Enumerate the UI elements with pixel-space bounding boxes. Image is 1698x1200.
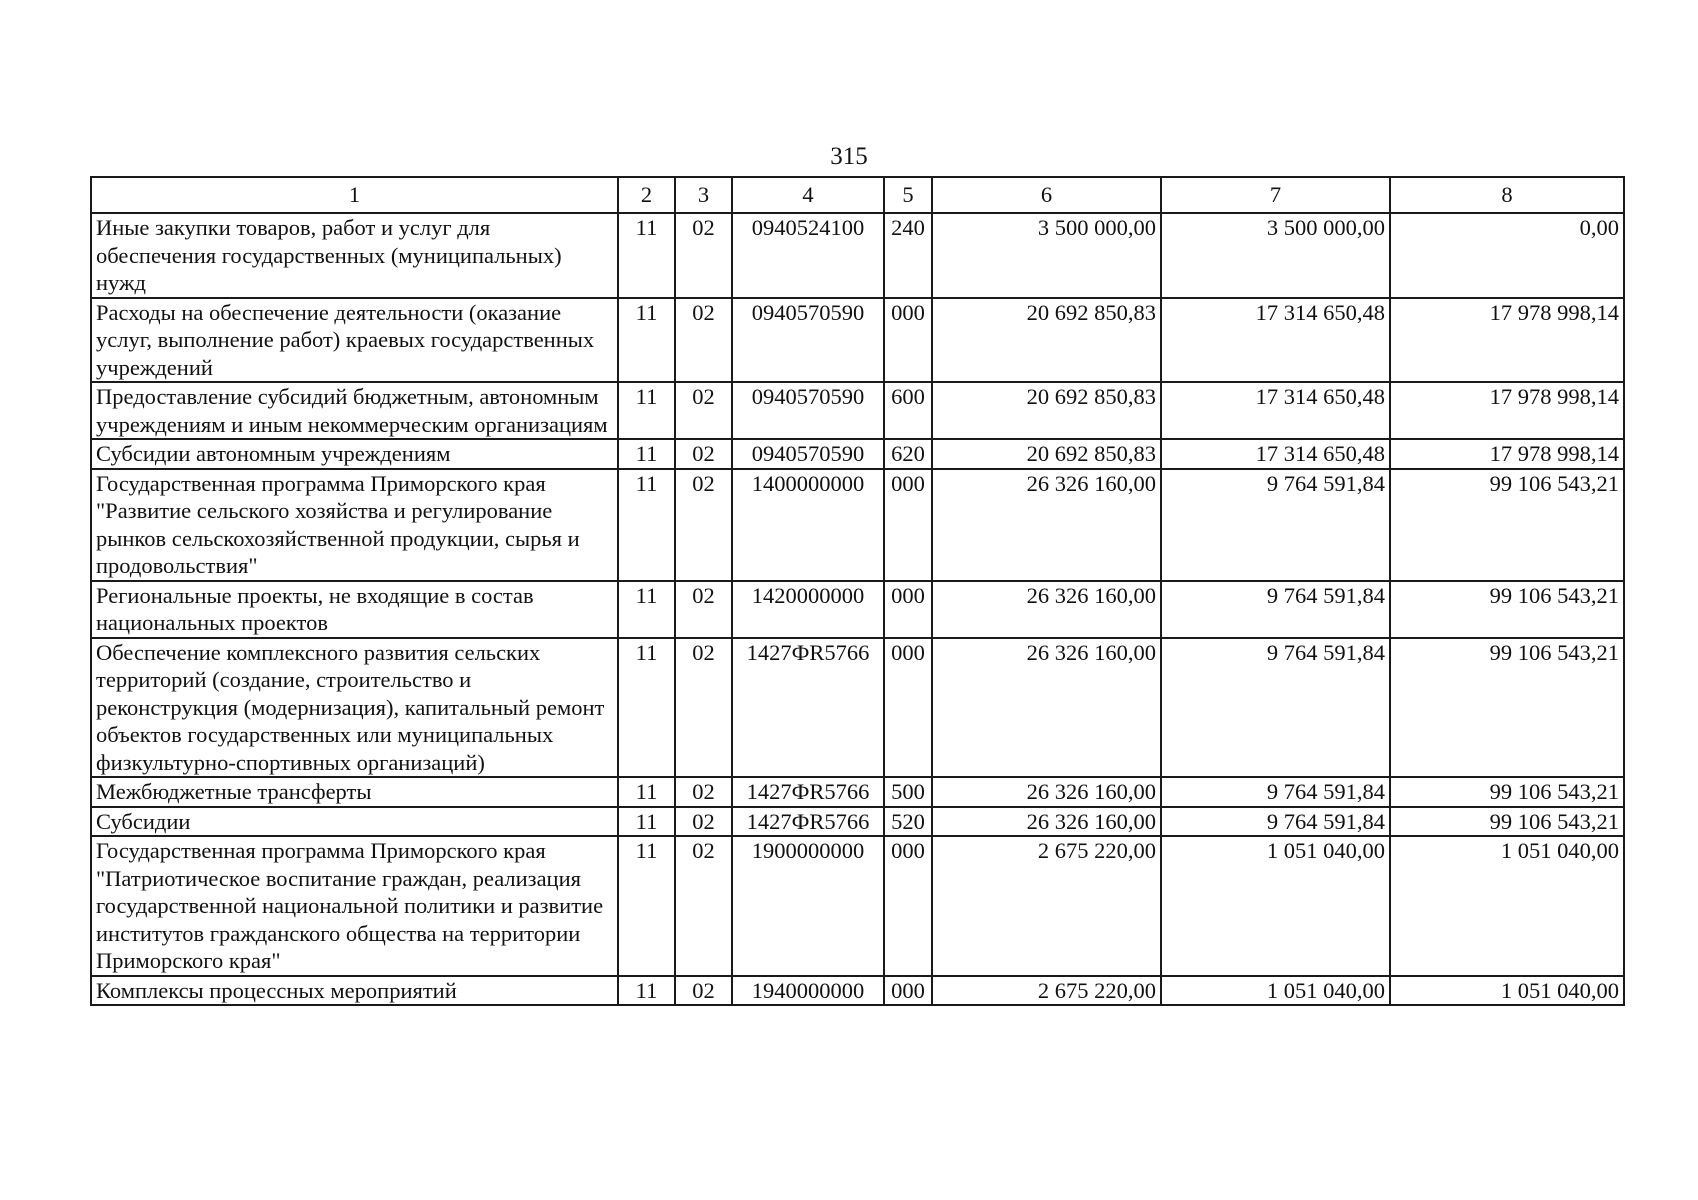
row-subsection: 02 xyxy=(675,439,732,469)
header-row xyxy=(91,177,1624,213)
row-section: 11 xyxy=(618,213,675,298)
row-amount-6: 26 326 160,00 xyxy=(932,638,1161,778)
row-amount-7: 1 051 040,00 xyxy=(1161,836,1390,976)
row-section: 11 xyxy=(618,807,675,837)
row-amount-7: 9 764 591,84 xyxy=(1161,638,1390,778)
row-amount-7: 17 314 650,48 xyxy=(1161,439,1390,469)
table-body xyxy=(91,213,1624,1005)
row-amount-6: 26 326 160,00 xyxy=(932,777,1161,807)
row-expense-type: 000 xyxy=(884,836,932,976)
row-subsection: 02 xyxy=(675,807,732,837)
row-target-article: 1427ФR5766 xyxy=(732,807,884,837)
row-subsection: 02 xyxy=(675,213,732,298)
row-name: Комплексы процессных мероприятий xyxy=(91,976,618,1006)
row-target-article: 1420000000 xyxy=(732,581,884,638)
row-section: 11 xyxy=(618,469,675,581)
row-amount-7: 9 764 591,84 xyxy=(1161,581,1390,638)
row-name: Обеспечение комплексного развития сельских территорий (создание, строительство и реконструкция (модернизация), капитальный ремонт объектов государственных или муниципальных физкультурно-спортивных организаций) xyxy=(91,638,618,778)
row-target-article: 1427ФR5766 xyxy=(732,777,884,807)
table-row xyxy=(91,777,1624,807)
row-expense-type: 000 xyxy=(884,298,932,383)
row-name: Предоставление субсидий бюджетным, автономным учреждениям и иным некоммерческим организациям xyxy=(91,382,618,439)
row-amount-8: 17 978 998,14 xyxy=(1390,382,1624,439)
row-amount-6: 26 326 160,00 xyxy=(932,469,1161,581)
column-header-3: 3 xyxy=(675,177,732,213)
row-amount-7: 17 314 650,48 xyxy=(1161,298,1390,383)
column-header-7: 7 xyxy=(1161,177,1390,213)
row-name: Расходы на обеспечение деятельности (оказание услуг, выполнение работ) краевых государственных учреждений xyxy=(91,298,618,383)
row-amount-6: 26 326 160,00 xyxy=(932,581,1161,638)
row-name: Субсидии xyxy=(91,807,618,837)
table-row xyxy=(91,976,1624,1006)
row-amount-7: 9 764 591,84 xyxy=(1161,469,1390,581)
row-expense-type: 600 xyxy=(884,382,932,439)
row-expense-type: 000 xyxy=(884,638,932,778)
column-header-5: 5 xyxy=(884,177,932,213)
row-amount-6: 20 692 850,83 xyxy=(932,439,1161,469)
row-amount-6: 3 500 000,00 xyxy=(932,213,1161,298)
row-subsection: 02 xyxy=(675,382,732,439)
row-target-article: 0940570590 xyxy=(732,298,884,383)
table-header xyxy=(91,177,1624,213)
row-subsection: 02 xyxy=(675,976,732,1006)
table-row xyxy=(91,638,1624,778)
column-header-1: 1 xyxy=(91,177,618,213)
table-row xyxy=(91,439,1624,469)
row-expense-type: 000 xyxy=(884,581,932,638)
row-section: 11 xyxy=(618,976,675,1006)
page-number: 315 xyxy=(830,143,868,170)
row-expense-type: 000 xyxy=(884,469,932,581)
row-amount-8: 0,00 xyxy=(1390,213,1624,298)
column-header-8: 8 xyxy=(1390,177,1624,213)
row-amount-8: 99 106 543,21 xyxy=(1390,807,1624,837)
row-target-article: 1400000000 xyxy=(732,469,884,581)
row-amount-6: 2 675 220,00 xyxy=(932,976,1161,1006)
table-row xyxy=(91,382,1624,439)
row-amount-8: 17 978 998,14 xyxy=(1390,298,1624,383)
row-target-article: 0940524100 xyxy=(732,213,884,298)
row-amount-6: 20 692 850,83 xyxy=(932,382,1161,439)
row-target-article: 0940570590 xyxy=(732,439,884,469)
row-name: Межбюджетные трансферты xyxy=(91,777,618,807)
row-name: Государственная программа Приморского края "Патриотическое воспитание граждан, реализация государственной национальной политики и развитие институтов гражданского общества на территории Приморского края" xyxy=(91,836,618,976)
row-amount-7: 3 500 000,00 xyxy=(1161,213,1390,298)
row-name: Иные закупки товаров, работ и услуг для обеспечения государственных (муниципальных) нужд xyxy=(91,213,618,298)
row-name: Субсидии автономным учреждениям xyxy=(91,439,618,469)
row-amount-6: 2 675 220,00 xyxy=(932,836,1161,976)
row-amount-6: 20 692 850,83 xyxy=(932,298,1161,383)
row-amount-7: 1 051 040,00 xyxy=(1161,976,1390,1006)
row-target-article: 1940000000 xyxy=(732,976,884,1006)
table-row xyxy=(91,298,1624,383)
column-header-2: 2 xyxy=(618,177,675,213)
row-expense-type: 520 xyxy=(884,807,932,837)
row-amount-8: 1 051 040,00 xyxy=(1390,976,1624,1006)
column-header-6: 6 xyxy=(932,177,1161,213)
row-section: 11 xyxy=(618,581,675,638)
budget-table xyxy=(90,176,1625,1006)
row-target-article: 0940570590 xyxy=(732,382,884,439)
row-target-article: 1900000000 xyxy=(732,836,884,976)
row-amount-8: 17 978 998,14 xyxy=(1390,439,1624,469)
table-row xyxy=(91,581,1624,638)
row-section: 11 xyxy=(618,298,675,383)
row-expense-type: 240 xyxy=(884,213,932,298)
row-amount-8: 99 106 543,21 xyxy=(1390,638,1624,778)
table-row xyxy=(91,836,1624,976)
row-expense-type: 620 xyxy=(884,439,932,469)
row-section: 11 xyxy=(618,382,675,439)
row-expense-type: 000 xyxy=(884,976,932,1006)
row-amount-8: 1 051 040,00 xyxy=(1390,836,1624,976)
row-subsection: 02 xyxy=(675,777,732,807)
row-amount-8: 99 106 543,21 xyxy=(1390,469,1624,581)
table-row xyxy=(91,213,1624,298)
row-expense-type: 500 xyxy=(884,777,932,807)
row-name: Региональные проекты, не входящие в состав национальных проектов xyxy=(91,581,618,638)
row-amount-7: 9 764 591,84 xyxy=(1161,807,1390,837)
table-row xyxy=(91,469,1624,581)
row-subsection: 02 xyxy=(675,469,732,581)
row-subsection: 02 xyxy=(675,298,732,383)
row-section: 11 xyxy=(618,836,675,976)
table-row xyxy=(91,807,1624,837)
column-header-4: 4 xyxy=(732,177,884,213)
row-target-article: 1427ФR5766 xyxy=(732,638,884,778)
row-amount-8: 99 106 543,21 xyxy=(1390,581,1624,638)
row-section: 11 xyxy=(618,638,675,778)
row-section: 11 xyxy=(618,439,675,469)
row-name: Государственная программа Приморского края "Развитие сельского хозяйства и регулирование рынков сельскохозяйственной продукции, сырья и продовольствия" xyxy=(91,469,618,581)
row-amount-6: 26 326 160,00 xyxy=(932,807,1161,837)
row-amount-8: 99 106 543,21 xyxy=(1390,777,1624,807)
row-section: 11 xyxy=(618,777,675,807)
row-subsection: 02 xyxy=(675,638,732,778)
row-subsection: 02 xyxy=(675,581,732,638)
row-amount-7: 17 314 650,48 xyxy=(1161,382,1390,439)
row-amount-7: 9 764 591,84 xyxy=(1161,777,1390,807)
row-subsection: 02 xyxy=(675,836,732,976)
